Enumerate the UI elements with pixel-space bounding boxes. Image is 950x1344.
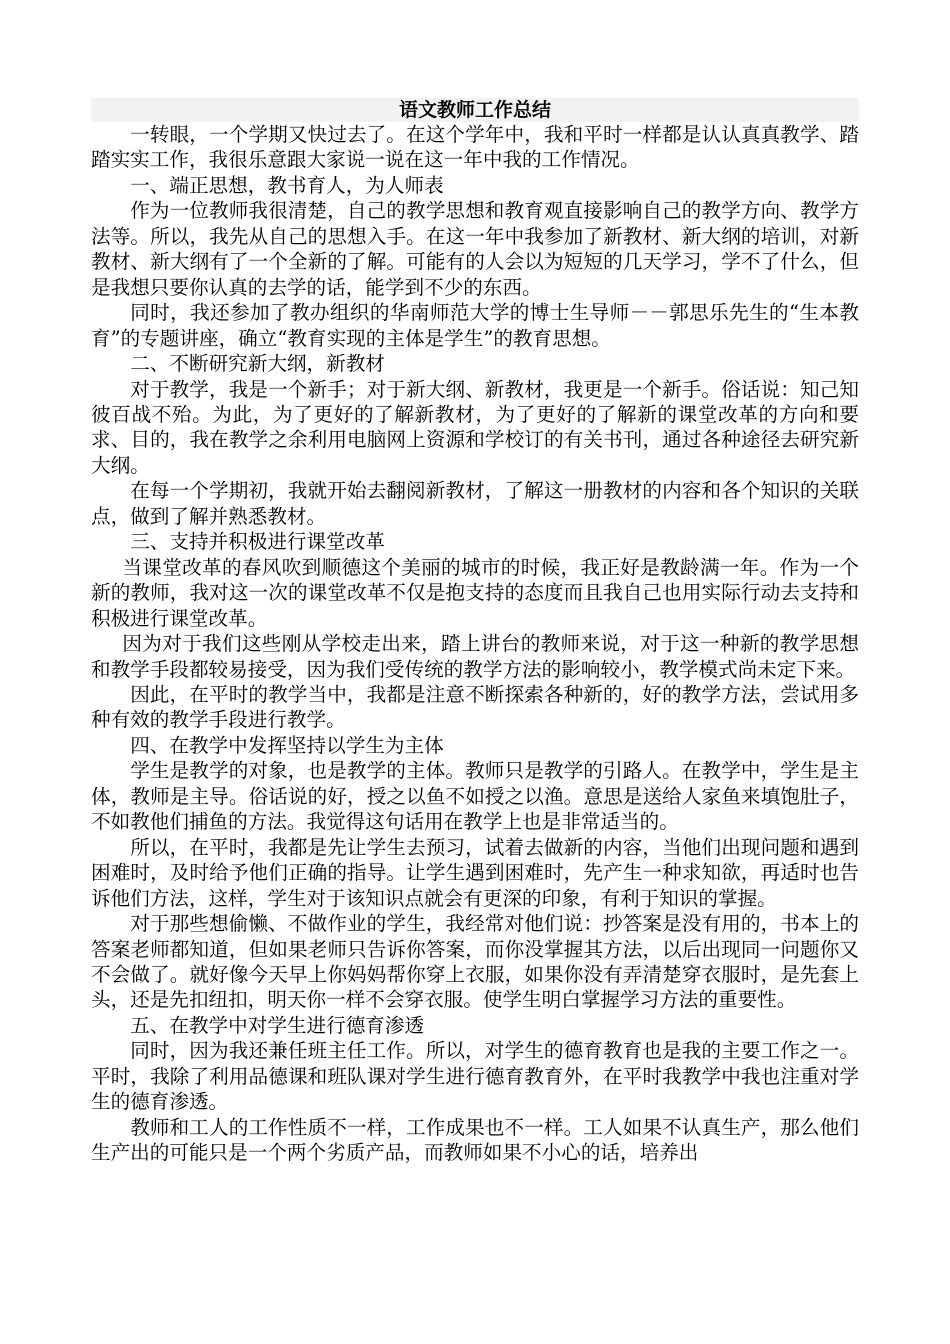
paragraph: 当课堂改革的春风吹到顺德这个美丽的城市的时候，我正好是教龄满一年。作为一个新的教师，我对这一次的课堂改革不仅是抱支持的态度而且我自己也用实际行动去支持和积极进行课堂改革。 <box>91 555 859 630</box>
paragraph: 对于那些想偷懒、不做作业的学生，我经常对他们说：抄答案是没有用的，书本上的答案老师都知道，但如果老师只告诉你答案，而你没掌握其方法，以后出现同一问题你又不会做了。就好像今天早上你妈妈帮你穿上衣服，如果你没有弄清楚穿衣服时，是先套上头，还是先扣纽扣，明天你一样不会穿衣服。使学生明白掌握学习方法的重要性。 <box>91 912 859 1012</box>
section-heading: 四、在教学中发挥坚持以学生为主体 <box>130 733 444 757</box>
paragraph: 因为对于我们这些刚从学校走出来，踏上讲台的教师来说，对于这一种新的教学思想和教学手段都较易接受，因为我们受传统的教学方法的影响较小，教学模式尚未定下来。 <box>91 632 859 681</box>
section-heading: 一、端正思想，教书育人，为人师表 <box>130 173 444 197</box>
document-page <box>91 98 859 1166</box>
paragraph: 学生是教学的对象，也是教学的主体。教师只是教学的引路人。在教学中，学生是主体，教师是主导。俗话说的好，授之以鱼不如授之以渔。意思是送给人家鱼来填饱肚子，不如教他们捕鱼的方法。我觉得这句话用在教学上也是非常适当的。 <box>91 759 859 834</box>
paragraph: 对于教学，我是一个新手；对于新大纲、新教材，我更是一个新手。俗话说：知己知彼百战不殆。为此，为了更好的了解新教材，为了更好的了解新的课堂改革的方向和要求、目的，我在教学之余利用电脑网上资源和学校订的有关书刊，通过各种途径去研究新大纲。 <box>91 377 859 477</box>
paragraph: 一转眼，一个学期又快过去了。在这个学年中，我和平时一样都是认认真真教学、踏踏实实工作，我很乐意跟大家说一说在这一年中我的工作情况。 <box>91 123 859 172</box>
paragraph: 因此，在平时的教学当中，我都是注意不断探索各种新的，好的教学方法，尝试用多种有效的教学手段进行教学。 <box>91 682 859 732</box>
paragraph: 同时，因为我还兼任班主任工作。所以，对学生的德育教育也是我的主要工作之一。平时，我除了利用品德课和班队课对学生进行德育教育外，在平时我教学中我也注重对学生的德育渗透。 <box>91 1039 859 1114</box>
paragraph: 所以，在平时，我都是先让学生去预习，试着去做新的内容，当他们出现问题和遇到困难时，及时给予他们正确的指导。让学生遇到困难时，先产生一种求知欲，再适时也告诉他们方法，这样，学生对于该知识点就会有更深的印象，有利于知识的掌握。 <box>91 835 859 910</box>
paragraph: 作为一位教师我很清楚，自己的教学思想和教育观直接影响自己的教学方向、教学方法等。所以，我先从自己的思想入手。在这一年中我参加了新教材、新大纲的培训，对新教材、新大纲有了一个全新的了解。可能有的人会以为短短的几天学习，学不了什么，但是我想只要你认真的去学的话，能学到不少的东西。 <box>91 199 859 299</box>
paragraph: 教师和工人的工作性质不一样，工作成果也不一样。工人如果不认真生产，那么他们生产出的可能只是一个两个劣质产品，而教师如果不小心的话，培养出 <box>91 1115 859 1165</box>
section-heading: 三、支持并积极进行课堂改革 <box>130 530 385 554</box>
section-heading: 二、不断研究新大纲，新教材 <box>130 352 385 376</box>
section-heading: 五、在教学中对学生进行德育渗透 <box>130 1013 425 1037</box>
paragraph: 同时，我还参加了教办组织的华南师范大学的博士生导师－－郭思乐先生的“生本教育”的专题讲座，确立“教育实现的主体是学生”的教育思想。 <box>91 301 859 350</box>
document-body <box>91 122 859 1166</box>
paragraph: 在每一个学期初，我就开始去翻阅新教材，了解这一册教材的内容和各个知识的关联点，做到了解并熟悉教材。 <box>91 479 859 528</box>
document-title: 语文教师工作总结 <box>91 98 859 122</box>
